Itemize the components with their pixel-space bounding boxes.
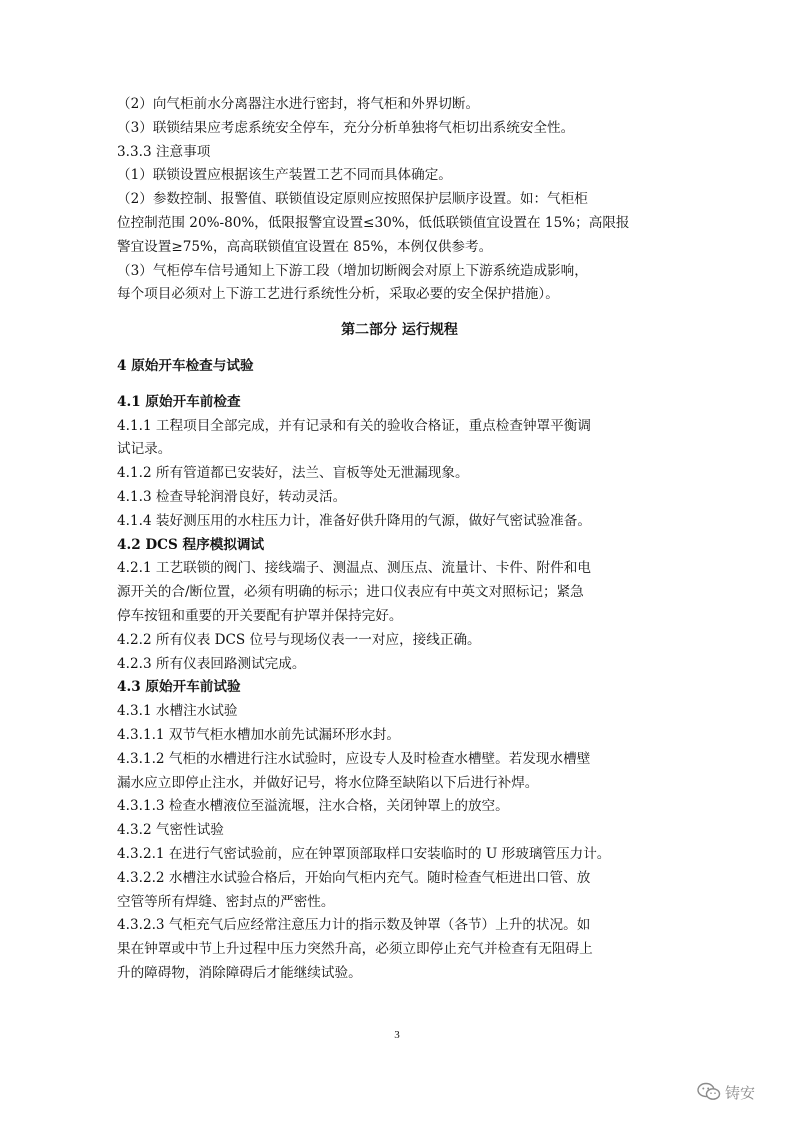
section-4-2-body	[117, 557, 682, 676]
watermark	[697, 1080, 755, 1104]
text-line: 4.3.2.3 气柜充气后应经常注意压力计的指示数及钟罩（各节）上升的状况。如	[117, 917, 591, 934]
text-line: 试记录。	[117, 441, 172, 458]
text-line: 4.1.3 检查导轮润滑良好，转动灵活。	[117, 488, 347, 505]
text-line: （2）参数控制、报警值、联锁值设定原则应按照保护层顺序设置。如：气柜柜	[117, 191, 588, 208]
text-line: 4.3.2.1 在进行气密试验前，应在钟罩顶部取样口安装临时的 U 形玻璃管压力计。	[117, 845, 611, 862]
text-line: （2）向气柜前水分离器注水进行密封，将气柜和外界切断。	[117, 96, 480, 112]
text-line: 4.3.1.3 检查水槽液位至溢流堰，注水合格，关闭钟罩上的放空。	[117, 798, 509, 815]
document-body	[117, 93, 682, 986]
text-line: 果在钟罩或中节上升过程中压力突然升高，必须立即停止充气并检查有无阻碍上	[117, 941, 593, 958]
text-line: 4.1.2 所有管道都已安装好，法兰、盲板等处无泄漏现象。	[117, 465, 469, 482]
text-line: 4.3.1.2 气柜的水槽进行注水试验时，应设专人及时检查水槽壁。若发现水槽壁	[117, 750, 591, 767]
section-4-2-heading: 4.2 DCS 程序模拟调试	[117, 536, 265, 553]
text-line: 4.2.2 所有仪表 DCS 位号与现场仪表一一对应，接线正确。	[117, 631, 481, 648]
text-line: 4.3.1 水槽注水试验	[117, 703, 238, 720]
text-line: 4.3.1.1 双节气柜水槽加水前先试漏环形水封。	[117, 726, 400, 743]
text-line: （1）联锁设置应根据该生产装置工艺不同而具体确定。	[117, 167, 452, 184]
text-line: 源开关的合/断位置，必须有明确的标示；进口仪表应有中英文对照标记；紧急	[117, 584, 584, 601]
text-line: （3）联锁结果应考虑系统安全停车，充分分析单独将气柜切出系统安全性。	[117, 119, 575, 136]
text-line: 升的障碍物，消除障碍后才能继续试验。	[117, 964, 362, 981]
page-number: 3	[394, 1029, 400, 1041]
section-4-heading: 4 原始开车检查与试验	[117, 357, 254, 374]
section-4-1-body	[117, 415, 682, 534]
text-line: 4.3.2.2 水槽注水试验合格后，开始向气柜内充气。随时检查气柜进出口管、放	[117, 869, 591, 886]
text-line: 每个项目必须对上下游工艺进行系统性分析，采取必要的安全保护措施）。	[117, 286, 559, 303]
text-line: 空管等所有焊缝、密封点的严密性。	[117, 893, 335, 910]
text-line: 4.1.1 工程项目全部完成，并有记录和有关的验收合格证，重点检查钟罩平衡调	[117, 417, 591, 434]
text-line: 4.2.1 工艺联锁的阀门、接线端子、测温点、测压点、流量计、卡件、附件和电	[117, 560, 591, 577]
watermark-text: 铸安	[725, 1083, 756, 1102]
text-line: 警宜设置≥75%，高高联锁值宜设置在 85%，本例仅供参考。	[117, 238, 493, 255]
part-title: 第二部分 运行规程	[341, 322, 458, 339]
text-line: 4.2.3 所有仪表回路测试完成。	[117, 655, 306, 672]
text-line: 漏水应立即停止注水，并做好记号，将水位降至缺陷以下后进行补焊。	[117, 774, 539, 791]
text-line: 停车按钮和重要的开关要配有护罩并保持完好。	[117, 607, 403, 624]
section-4-1-heading: 4.1 原始开车前检查	[117, 393, 241, 410]
wechat-icon	[697, 1082, 721, 1102]
text-line: 3.3.3 注意事项	[117, 143, 211, 160]
intro-paragraphs	[117, 93, 682, 307]
text-line: 位控制范围 20%-80%，低限报警宜设置≤30%，低低联锁值宜设置在 15%；高限报	[117, 214, 630, 231]
section-4-3-heading: 4.3 原始开车前试验	[117, 679, 241, 696]
text-line: 4.3.2 气密性试验	[117, 822, 224, 839]
text-line: （3）气柜停车信号通知上下游工段（增加切断阀会对原上下游系统造成影响，	[117, 262, 588, 279]
section-4-3-body	[117, 700, 682, 986]
text-line: 4.1.4 装好测压用的水柱压力计，准备好供升降用的气源，做好气密试验准备。	[117, 512, 591, 529]
